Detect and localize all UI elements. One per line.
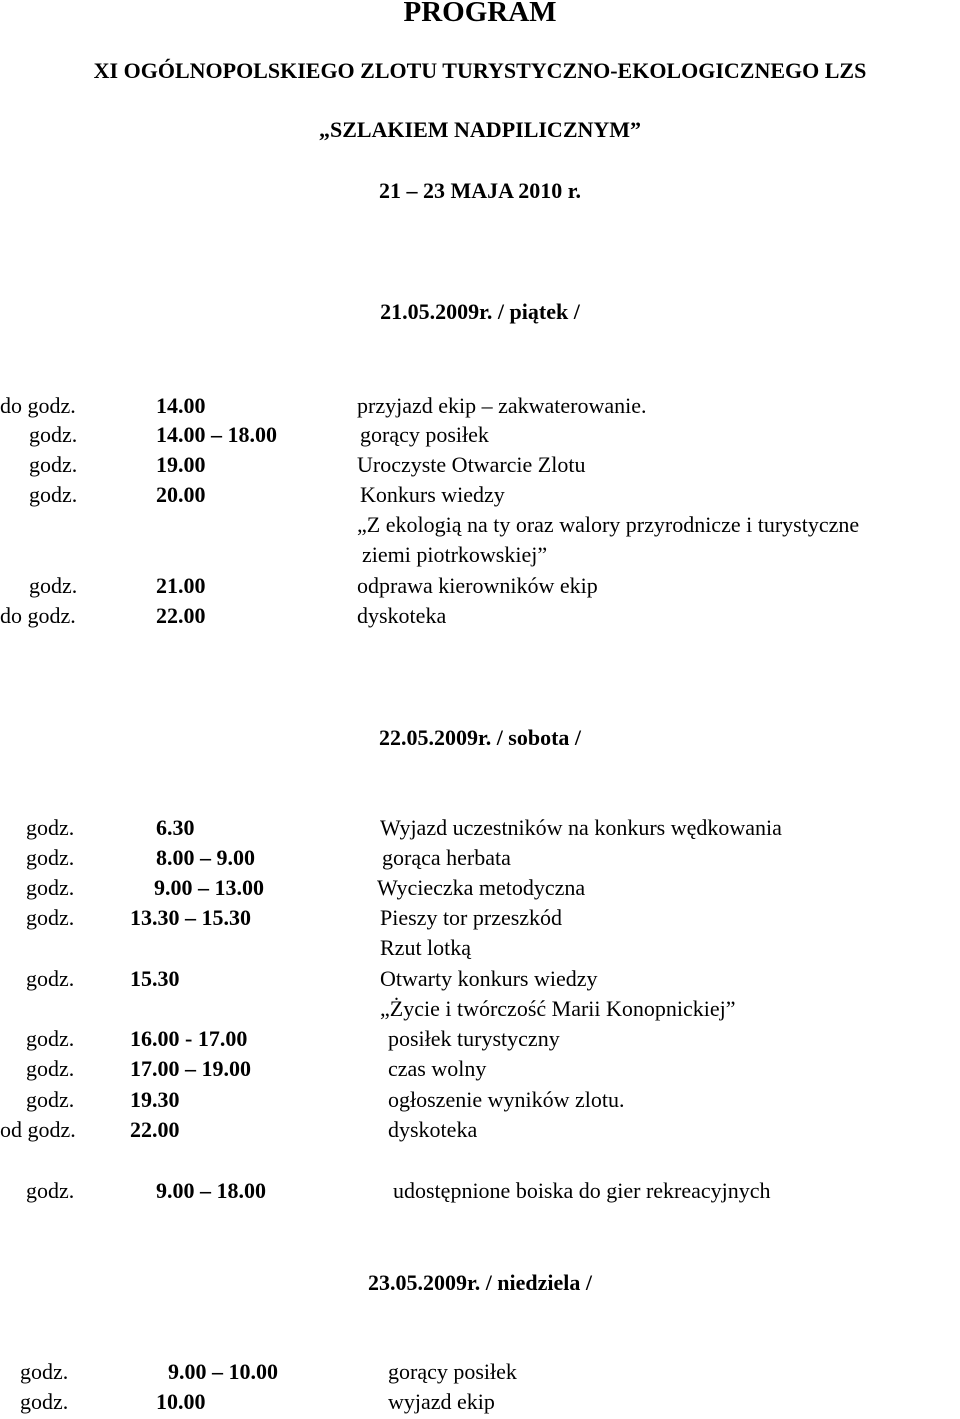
- schedule-row: [0, 1117, 960, 1147]
- row-event: ziemi piotrkowskiej”: [362, 542, 548, 567]
- row-time: 15.30: [130, 966, 180, 991]
- row-event: ogłoszenie wyników zlotu.: [388, 1087, 625, 1112]
- row-event: gorący posiłek: [388, 1359, 517, 1384]
- row-time: 22.00: [156, 603, 206, 628]
- row-time: 19.30: [130, 1087, 180, 1112]
- document-motto: „SZLAKIEM NADPILICZNYM”: [318, 117, 642, 142]
- row-event: dyskoteka: [388, 1117, 478, 1142]
- row-prefix: godz.: [26, 815, 75, 840]
- row-prefix: godz.: [26, 875, 75, 900]
- row-event: Pieszy tor przeszkód: [380, 905, 563, 930]
- row-event: Uroczyste Otwarcie Zlotu: [357, 452, 586, 477]
- document-title: PROGRAM: [403, 0, 557, 28]
- row-event: Wycieczka metodyczna: [377, 875, 586, 900]
- schedule-row: [0, 393, 960, 423]
- row-time: 6.30: [156, 815, 195, 840]
- row-event: odprawa kierowników ekip: [357, 573, 598, 598]
- row-time: 13.30 – 15.30: [130, 905, 251, 930]
- row-prefix: godz.: [20, 1359, 69, 1384]
- row-time: 19.00: [156, 452, 206, 477]
- schedule-row: [0, 996, 960, 1026]
- row-event: przyjazd ekip – zakwaterowanie.: [357, 393, 647, 418]
- schedule-row: [0, 1056, 960, 1086]
- schedule-row: [0, 452, 960, 482]
- row-time: 14.00: [156, 393, 206, 418]
- row-event: Otwarty konkurs wiedzy: [380, 966, 598, 991]
- row-prefix: godz.: [29, 482, 78, 507]
- schedule-row: [0, 1087, 960, 1117]
- schedule-row: [0, 422, 960, 452]
- schedule-row: [0, 966, 960, 996]
- row-prefix: godz.: [26, 1026, 75, 1051]
- schedule-row: [0, 573, 960, 603]
- row-event: Wyjazd uczestników na konkurs wędkowania: [380, 815, 782, 840]
- schedule-row: [0, 542, 960, 572]
- row-prefix: godz.: [26, 1178, 75, 1203]
- row-time: 9.00 – 10.00: [168, 1359, 278, 1384]
- schedule-row: [0, 1389, 960, 1419]
- row-event: posiłek turystyczny: [388, 1026, 560, 1051]
- row-event: gorąca herbata: [382, 845, 511, 870]
- row-event: dyskoteka: [357, 603, 447, 628]
- row-time: 17.00 – 19.00: [130, 1056, 251, 1081]
- day-heading-sunday: 23.05.2009r. / niedziela /: [367, 1270, 593, 1295]
- row-prefix: do godz.: [0, 393, 76, 418]
- schedule-row: [0, 905, 960, 935]
- row-prefix: do godz.: [0, 603, 76, 628]
- day-heading-friday: 21.05.2009r. / piątek /: [380, 299, 580, 324]
- row-prefix: godz.: [29, 422, 78, 447]
- row-event: czas wolny: [388, 1056, 487, 1081]
- row-time: 9.00 – 13.00: [154, 875, 264, 900]
- row-prefix: godz.: [26, 966, 75, 991]
- document-dates: 21 – 23 MAJA 2010 r.: [378, 178, 582, 203]
- schedule-row: [0, 935, 960, 965]
- schedule-row: [0, 603, 960, 633]
- row-time: 20.00: [156, 482, 206, 507]
- row-prefix: godz.: [20, 1389, 69, 1414]
- row-prefix: godz.: [29, 573, 78, 598]
- row-event: wyjazd ekip: [388, 1389, 495, 1414]
- row-time: 22.00: [130, 1117, 180, 1142]
- schedule-row: [0, 482, 960, 512]
- row-prefix: godz.: [26, 1087, 75, 1112]
- row-time: 16.00 - 17.00: [130, 1026, 248, 1051]
- row-event: „Życie i twórczość Marii Konopnickiej”: [380, 996, 736, 1021]
- row-time: 14.00 – 18.00: [156, 422, 277, 447]
- schedule-row: [0, 512, 960, 542]
- row-event: udostępnione boiska do gier rekreacyjnych: [393, 1178, 771, 1203]
- row-prefix: od godz.: [0, 1117, 76, 1142]
- row-time: 10.00: [156, 1389, 206, 1414]
- row-prefix: godz.: [29, 452, 78, 477]
- row-prefix: godz.: [26, 845, 75, 870]
- schedule-row: [0, 1178, 960, 1208]
- schedule-row: [0, 875, 960, 905]
- row-event: Konkurs wiedzy: [360, 482, 505, 507]
- row-time: 21.00: [156, 573, 206, 598]
- row-event: gorący posiłek: [360, 422, 489, 447]
- row-time: 9.00 – 18.00: [156, 1178, 266, 1203]
- day-heading-saturday: 22.05.2009r. / sobota /: [378, 725, 582, 750]
- schedule-row: [0, 845, 960, 875]
- schedule-row: [0, 815, 960, 845]
- document-subtitle: XI OGÓLNOPOLSKIEGO ZLOTU TURYSTYCZNO-EKOLOGICZNEGO LZS: [93, 58, 867, 83]
- row-prefix: godz.: [26, 1056, 75, 1081]
- schedule-row: [0, 1026, 960, 1056]
- row-event: Rzut lotką: [380, 935, 472, 960]
- row-prefix: godz.: [26, 905, 75, 930]
- row-time: 8.00 – 9.00: [156, 845, 255, 870]
- row-event: „Z ekologią na ty oraz walory przyrodnicze i turystyczne: [357, 512, 860, 537]
- schedule-row: [0, 1359, 960, 1389]
